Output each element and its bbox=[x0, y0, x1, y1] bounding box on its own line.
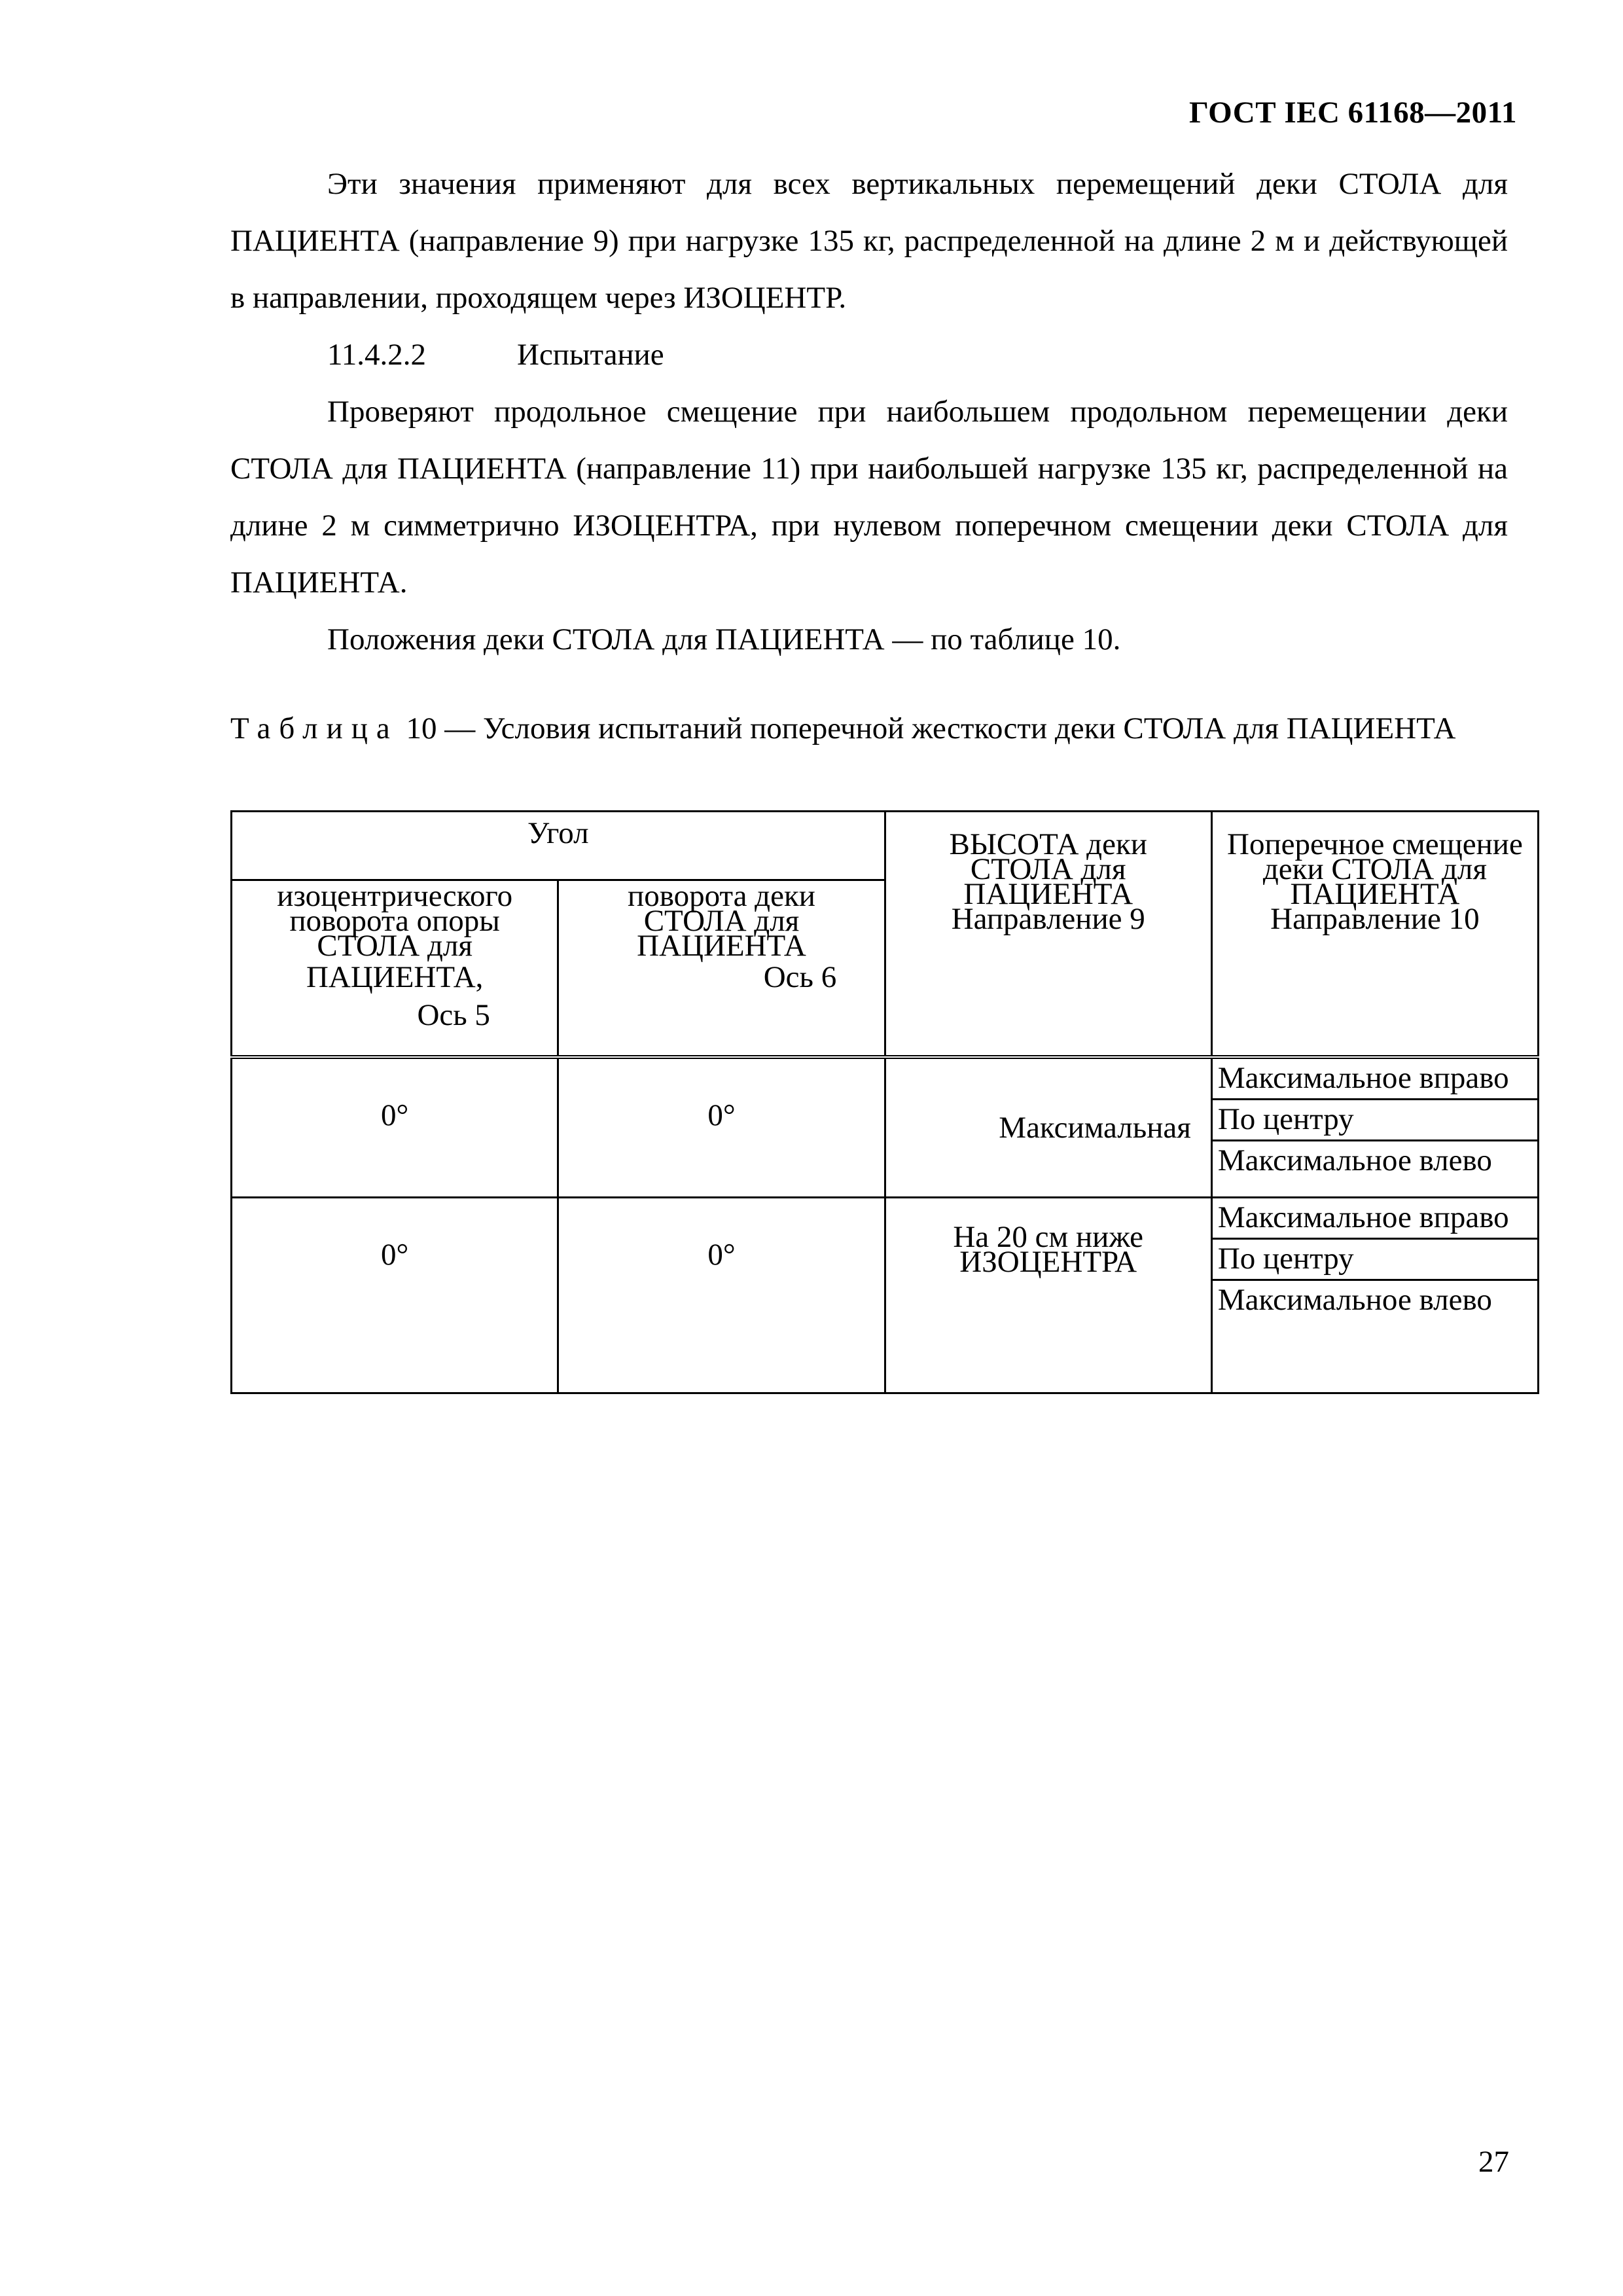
header-axis5-line2: поворота опоры bbox=[289, 904, 500, 938]
header-axis5-line1: изоцентрического bbox=[277, 879, 513, 913]
table-header-row bbox=[232, 812, 1539, 880]
row2-shift-center: По центру bbox=[1211, 1239, 1538, 1280]
header-axis6-line3: ПАЦИЕНТА bbox=[637, 929, 806, 963]
row2-shift-left: Максимальное влево bbox=[1211, 1280, 1538, 1393]
header-axis6-line1: поворота деки bbox=[628, 879, 815, 913]
conditions-table bbox=[230, 810, 1539, 1394]
row1-height: Максимальная bbox=[885, 1057, 1211, 1198]
row1-axis5: 0° bbox=[232, 1057, 558, 1198]
header-axis6-line2: СТОЛА для bbox=[643, 904, 800, 938]
paragraph-positions: Положения деки СТОЛА для ПАЦИЕНТА — по таблице 10. bbox=[327, 622, 1121, 656]
header-height-line3: ПАЦИЕНТА bbox=[963, 877, 1133, 911]
header-axis6-label: Ось 6 bbox=[763, 960, 837, 994]
header-angle: Угол bbox=[232, 812, 885, 880]
row2-axis5: 0° bbox=[232, 1198, 558, 1393]
header-axis5-line3: СТОЛА для bbox=[317, 929, 473, 963]
row2-height bbox=[885, 1198, 1211, 1393]
header-shift-line3: ПАЦИЕНТА bbox=[1290, 877, 1460, 911]
row1-axis6: 0° bbox=[558, 1057, 885, 1198]
header-height-line2: СТОЛА для bbox=[970, 852, 1126, 886]
header-axis5-line4: ПАЦИЕНТА, bbox=[306, 960, 484, 994]
page-number: 27 bbox=[1478, 2145, 1509, 2179]
row1-shift-left: Максимальное влево bbox=[1211, 1141, 1538, 1198]
header-shift bbox=[1211, 812, 1538, 1058]
table-row bbox=[232, 1198, 1539, 1239]
header-axis5-label: Ось 5 bbox=[417, 998, 490, 1032]
row1-shift-center: По центру bbox=[1211, 1100, 1538, 1141]
row1-shift-right: Максимальное вправо bbox=[1211, 1057, 1538, 1100]
paragraph-values: Эти значения применяют для всех вертикальных перемещений деки СТОЛА для ПАЦИЕНТА (направление 9) при нагрузке 135 кг, распределенной на длине 2 м и действующей в направлении, проходящем через ИЗОЦЕНТР. bbox=[230, 167, 1508, 315]
row2-axis6: 0° bbox=[558, 1198, 885, 1393]
row2-height-line1: На 20 см ниже bbox=[953, 1220, 1144, 1254]
header-height-line1: ВЫСОТА деки bbox=[949, 827, 1147, 861]
header-shift-line2: деки СТОЛА для bbox=[1262, 852, 1487, 886]
standard-header: ГОСТ IEC 61168—2011 bbox=[1188, 96, 1517, 130]
section-number: 11.4.2.2 bbox=[327, 338, 427, 372]
header-height bbox=[885, 812, 1211, 1058]
row2-height-line2: ИЗОЦЕНТРА bbox=[959, 1245, 1137, 1279]
body-text bbox=[230, 156, 1508, 668]
header-axis6 bbox=[558, 880, 885, 1058]
section-title: Испытание bbox=[517, 338, 664, 372]
table-caption bbox=[230, 700, 1508, 757]
paragraph-test: Проверяют продольное смещение при наибольшем продольном перемещении деки СТОЛА для ПАЦИЕНТА (направление 11) при наибольшей нагрузке 135 кг, распределенной на длине 2 м симметрично ИЗОЦЕНТРА, при нулевом поперечном смещении деки СТОЛА для ПАЦИЕНТА. bbox=[230, 395, 1508, 600]
header-axis5 bbox=[232, 880, 558, 1058]
header-shift-line1: Поперечное смещение bbox=[1227, 827, 1523, 861]
section-heading bbox=[230, 327, 1508, 384]
table-caption-text: 10 — Условия испытаний поперечной жесткости деки СТОЛА для ПАЦИЕНТА bbox=[406, 711, 1456, 745]
table-row bbox=[232, 1057, 1539, 1100]
table-caption-label: Таблица bbox=[230, 711, 399, 745]
header-shift-line4: Направление 10 bbox=[1270, 902, 1480, 936]
header-height-line4: Направление 9 bbox=[951, 902, 1145, 936]
row2-shift-right: Максимальное вправо bbox=[1211, 1198, 1538, 1239]
